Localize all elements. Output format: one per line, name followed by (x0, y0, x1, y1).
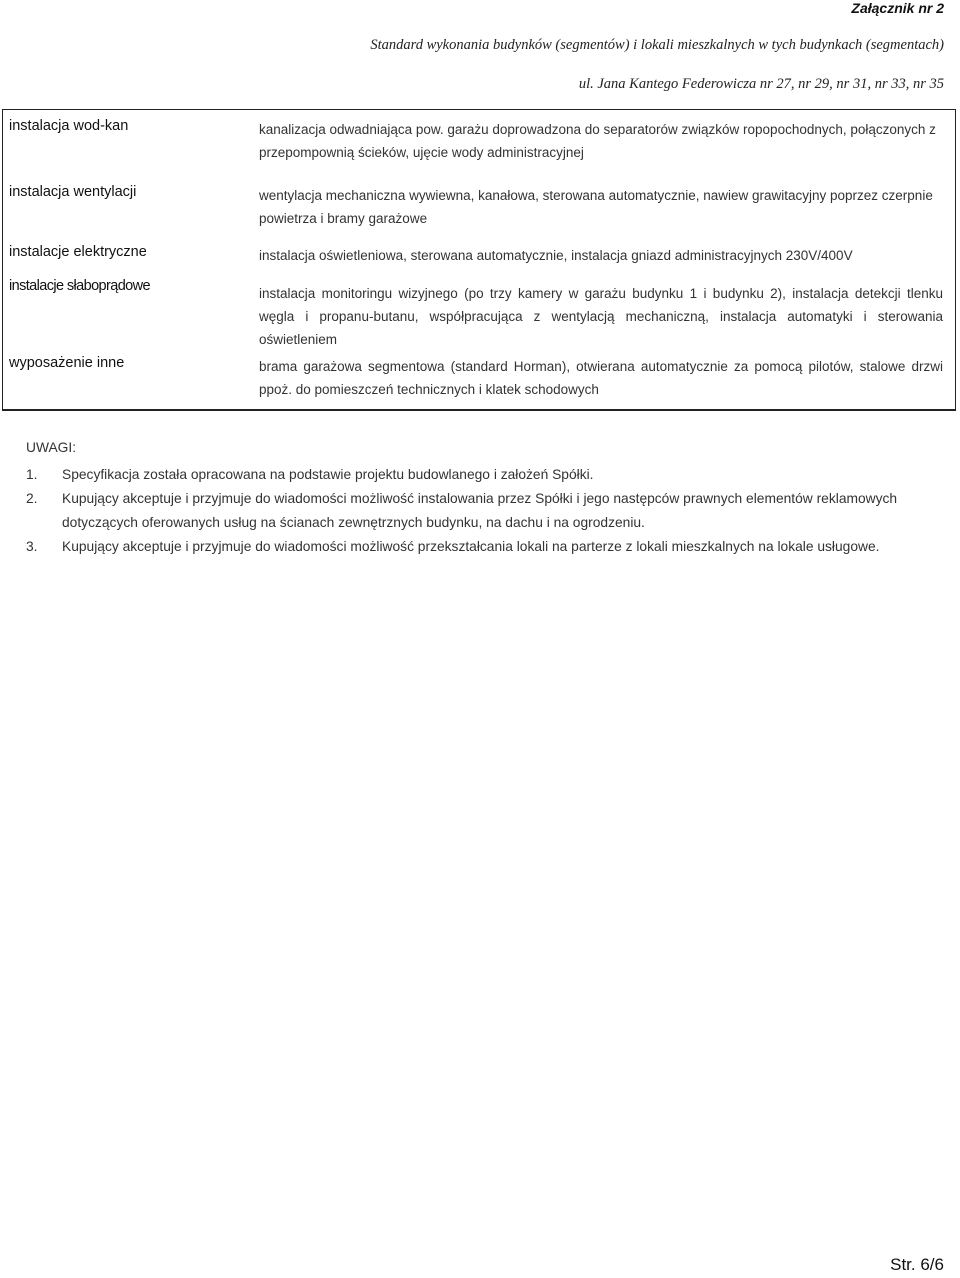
list-item-number: 3. (26, 539, 38, 554)
address-line: ul. Jana Kantego Federowicza nr 27, nr 29, nr 31, nr 33, nr 35 (578, 76, 944, 92)
notes-section (26, 438, 946, 559)
row-label: instalacja wentylacji (9, 184, 137, 200)
list-item-text: Specyfikacja została opracowana na podstawie projektu budowlanego i założeń Spółki. (62, 467, 594, 482)
row-description: wentylacja mechaniczna wywiewna, kanałowa, sterowana automatycznie, nawiew grawitacyjny poprzez czerpnie powietrza i bramy garażowe (259, 188, 933, 226)
row-description: instalacja monitoringu wizyjnego (po trzy kamery w garażu budynku 1 i budynku 2), instalacja detekcji tlenku węgla i propanu-butanu, współpracująca z wentylacją mechaniczną, instalacja automatyki i sterowania oświetleniem (259, 286, 943, 347)
list-item-number: 2. (26, 491, 38, 506)
installations-table (2, 109, 956, 411)
row-description: kanalizacja odwadniająca pow. garażu doprowadzona do separatorów związków ropopochodnych, połączonych z przepompownią ścieków, ujęcie wody administracyjnej (259, 122, 936, 160)
list-item-number: 1. (26, 467, 38, 482)
row-description: instalacja oświetleniowa, sterowana automatycznie, instalacja gniazd administracyjnych 230V/400V (259, 248, 853, 263)
page-number: Str. 6/6 (890, 1255, 944, 1274)
notes-title: UWAGI: (26, 440, 77, 455)
row-description: brama garażowa segmentowa (standard Horman), otwierana automatycznie za pomocą pilotów, stalowe drzwi ppoż. do pomieszczeń technicznych i klatek schodowych (259, 359, 943, 397)
attachment-label: Załącznik nr 2 (851, 0, 944, 16)
list-item-text: Kupujący akceptuje i przyjmuje do wiadomości możliwość instalowania przez Spółki i jego następców prawnych elementów reklamowych dotyczących oferowanych usług na ścianach zewnętrznych budynku, na dachu i na ogrodzeniu. (62, 491, 898, 530)
standard-title: Standard wykonania budynków (segmentów) i lokali mieszkalnych w tych budynkach (segmentach) (370, 37, 944, 53)
row-label: wyposażenie inne (9, 355, 125, 371)
list-item (26, 487, 946, 535)
row-label: instalacje elektryczne (9, 244, 147, 260)
row-label: instalacje słaboprądowe (9, 278, 150, 294)
row-label: instalacja wod-kan (9, 118, 129, 134)
list-item-text: Kupujący akceptuje i przyjmuje do wiadomości możliwość przekształcania lokali na parterze z lokali mieszkalnych na lokale usługowe. (62, 539, 880, 554)
list-item (26, 463, 946, 487)
notes-list (26, 463, 946, 559)
list-item (26, 535, 946, 559)
